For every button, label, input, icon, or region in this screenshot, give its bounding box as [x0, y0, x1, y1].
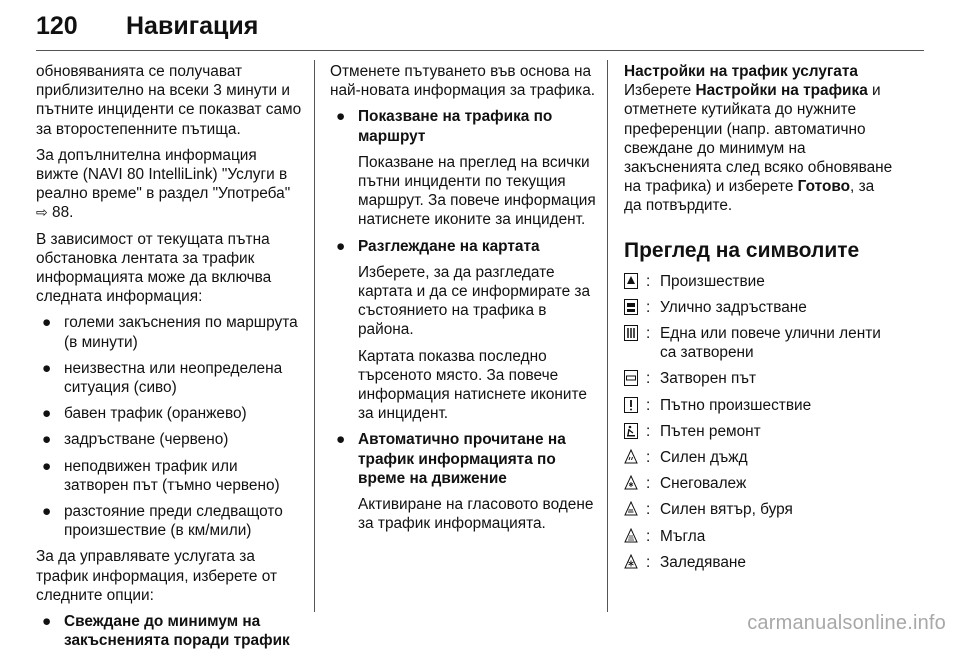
column-2: [330, 62, 596, 540]
symbol-label: Силен вятър, буря: [660, 501, 793, 519]
paragraph: Отменете пътуването във основа на най-новата информация за трафика.: [330, 63, 596, 100]
symbol-label: Заледяване: [660, 553, 746, 571]
paragraph: Показване на преглед на всички пътни инциденти по текущия маршрут. За повече информация натиснете иконите за инцидент.: [358, 153, 596, 229]
bullet-icon: ●: [336, 431, 346, 449]
option-title: ● Автоматично прочитане на трафик информацията по време на движение: [336, 431, 566, 487]
symbol-row: : Произшествие: [624, 272, 894, 291]
subsection-title: Настройки на трафик услугата: [624, 63, 858, 80]
symbol-label: Една или повече улични ленти са затворени: [660, 325, 881, 362]
bullet-icon: ●: [42, 359, 52, 377]
bullet-icon: ●: [42, 431, 52, 449]
list-item: ● бавен трафик (оранжево): [42, 405, 247, 423]
list-item: ● големи закъснения по маршрута (в минути): [42, 314, 298, 351]
column-divider-2: [607, 60, 608, 612]
strong-wind-icon: [624, 501, 638, 517]
header-divider: [36, 50, 924, 51]
option-title: ● Свеждане до минимум на закъсненията поради трафик: [42, 613, 290, 650]
paragraph: Изберете Настройки на трафика и отметнете кутийката до нужните преференции (напр. автоматично свеждане до минимум на закъсненията след всяко обновяване на трафика) и изберете Готово, за да потвърдите.: [624, 82, 893, 215]
bullet-icon: ●: [336, 108, 346, 126]
list-item: ● задръстване (червено): [42, 431, 229, 449]
page-number: 120: [36, 12, 78, 40]
paragraph: Картата показва последно търсеното място. За повече информация натиснете иконите за инцидент.: [358, 347, 587, 423]
snowfall-icon: [624, 475, 638, 491]
symbol-row: : Силен дъжд: [624, 448, 894, 467]
symbol-row: : Затворен път: [624, 369, 894, 388]
symbol-row: : Снеговалеж: [624, 474, 894, 493]
list-item: ● неизвестна или неопределена ситуация (сиво): [42, 359, 283, 397]
symbol-label: Пътно произшествие: [660, 396, 812, 414]
traffic-jam-icon: [624, 299, 638, 315]
lanes-closed-icon: [624, 325, 638, 341]
column-1: [36, 62, 302, 657]
incident-icon: [624, 397, 638, 413]
paragraph: обновяванията се получават приблизително на всеки 3 минути и пътните инциденти се показват само за второстепенните пътища.: [36, 63, 302, 138]
symbol-row: : Силен вятър, буря: [624, 500, 894, 519]
road-closed-icon: [624, 370, 638, 386]
bullet-icon: ●: [42, 314, 52, 332]
symbol-row: : Заледяване: [624, 553, 894, 572]
symbol-row: : Една или повече улични ленти са затворени: [624, 324, 894, 362]
paragraph: За да управлявате услугата за трафик информация, изберете от следните опции:: [36, 548, 278, 604]
paragraph: Активиране на гласовото водене за трафик информацията.: [358, 496, 594, 533]
symbol-row: : Пътен ремонт: [624, 422, 894, 441]
symbol-label: Силен дъжд: [660, 449, 748, 467]
fog-icon: [624, 528, 638, 544]
column-divider-1: [314, 60, 315, 612]
symbol-label: Улично задръстване: [660, 298, 807, 316]
paragraph: В зависимост от текущата пътна обстановка лентата за трафик информацията може да включва следната информация:: [36, 230, 272, 306]
page-title: Навигация: [126, 12, 259, 40]
symbol-label: Мъгла: [660, 527, 706, 545]
bullet-icon: ●: [42, 613, 52, 631]
list-item: ● разстояние преди следващото произшествие (в км/мили): [42, 503, 283, 540]
page-header: [36, 10, 924, 50]
option-title: ● Разглеждане на картата: [336, 237, 540, 255]
symbol-label: Произшествие: [660, 272, 765, 290]
paragraph: За допълнителна информация вижте (NAVI 80 IntelliLink) "Услуги в реално време" в раздел "Употреба" ⇨ 88.: [36, 146, 291, 222]
roadworks-icon: [624, 423, 638, 439]
section-heading: Преглед на символите: [624, 238, 860, 262]
symbol-row: : Мъгла: [624, 527, 894, 546]
page-reference: 88.: [52, 204, 74, 222]
symbol-row: : Улично задръстване: [624, 298, 894, 317]
option-title: ● Показване на трафика по маршрут: [336, 108, 553, 145]
bullet-icon: ●: [42, 503, 52, 521]
symbol-label: Снеговалеж: [660, 475, 747, 493]
watermark: carmanualsonline.info: [747, 612, 946, 634]
symbol-row: : Пътно произшествие: [624, 396, 894, 415]
bullet-icon: ●: [42, 405, 52, 423]
bullet-icon: ●: [42, 457, 52, 475]
accident-icon: [624, 273, 638, 289]
paragraph: Изберете, за да разгледате картата и да се информирате за състоянието на трафика в района.: [358, 263, 591, 339]
bullet-icon: ●: [336, 237, 346, 255]
list-item: ● неподвижен трафик или затворен път (тъмно червено): [42, 457, 280, 494]
heavy-rain-icon: [624, 449, 638, 465]
symbol-label: Затворен път: [660, 370, 757, 388]
column-3: [624, 62, 894, 579]
symbol-label: Пътен ремонт: [660, 422, 761, 440]
ice-icon: [624, 554, 638, 570]
arrow-ref-icon: ⇨: [36, 204, 48, 221]
